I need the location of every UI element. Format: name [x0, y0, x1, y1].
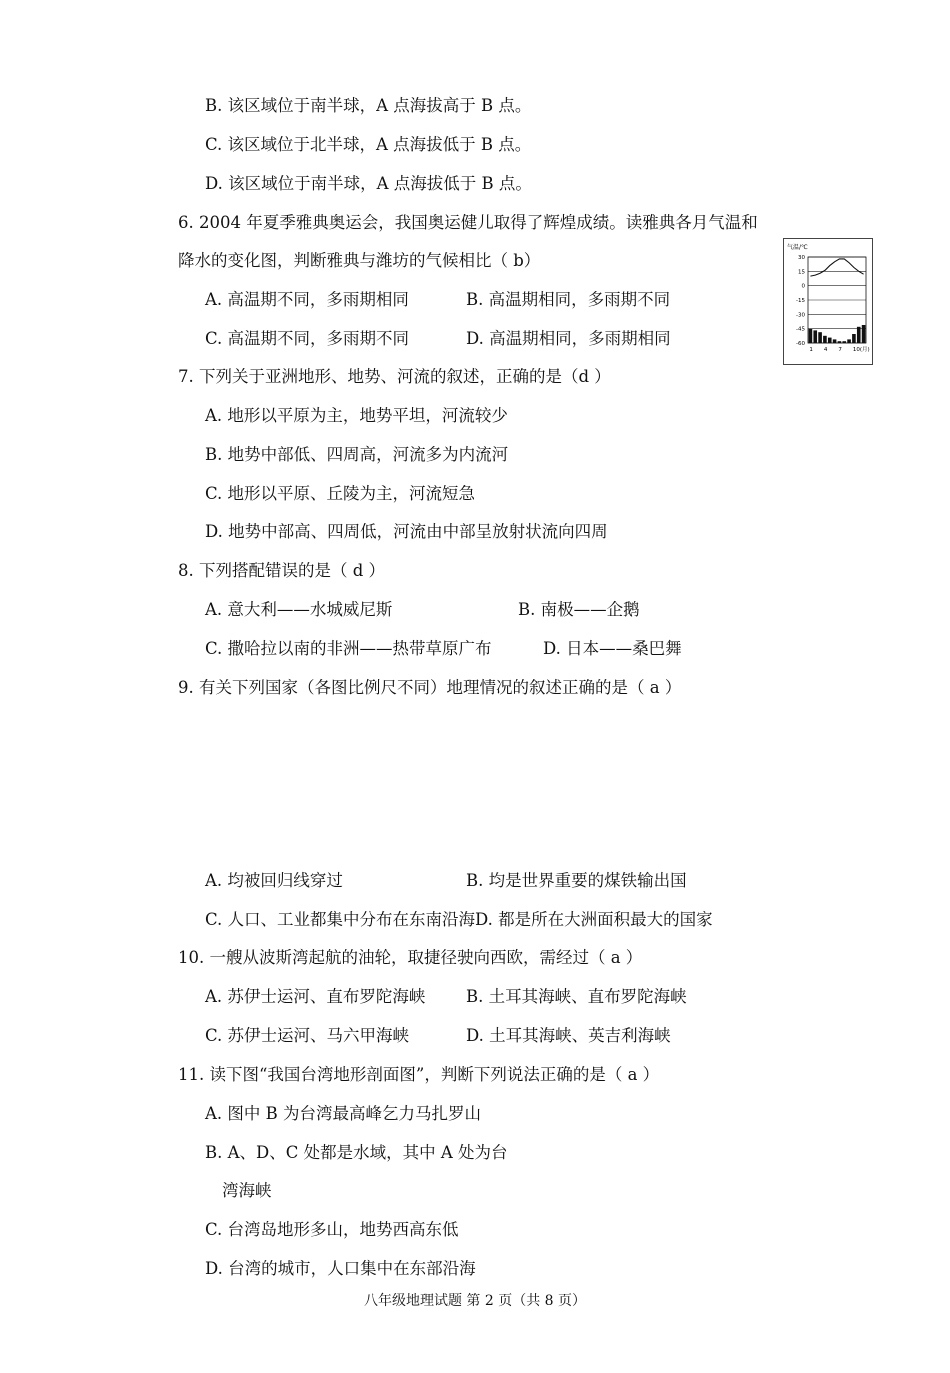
chart-ytick-label: -60	[796, 341, 805, 347]
q5-option-c: C. 该区域位于北半球，A 点海拔低于 B 点。	[205, 135, 532, 154]
chart-ytick-label: -15	[796, 298, 805, 304]
chart-ytick-label: -30	[796, 312, 805, 319]
q6-stem-line2: 降水的变化图，判断雅典与潍坊的气候相比（ b）	[178, 251, 541, 270]
q10-option-b: B. 土耳其海峡、直布罗陀海峡	[466, 987, 687, 1006]
precipitation-bar	[842, 341, 846, 343]
chart-xtick-label: 10(月)	[852, 347, 870, 353]
q10-option-c: C. 苏伊士运河、马六甲海峡	[205, 1026, 410, 1045]
q7-option-d: D. 地势中部高、四周低，河流由中部呈放射状流向四周	[205, 522, 608, 541]
chart-ylabel: 气温/℃	[787, 244, 808, 251]
chart-xtick-label: 7	[838, 347, 842, 353]
chart-ytick-label: -45	[796, 326, 805, 333]
precipitation-bar	[838, 341, 842, 343]
q11-option-b-line1: B. A、D、C 处都是水域，其中 A 处为台	[205, 1143, 508, 1162]
q6-option-d: D. 高温期相同，多雨期相同	[466, 329, 671, 348]
chart-xtick-label: 1	[809, 347, 813, 353]
q8-option-a: A. 意大利——水城威尼斯	[205, 600, 393, 619]
chart-ytick-label: 15	[798, 269, 805, 276]
climate-chart-svg	[784, 239, 872, 364]
q10-option-a: A. 苏伊士运河、直布罗陀海峡	[205, 987, 426, 1006]
q8-option-c: C. 撒哈拉以南的非洲——热带草原广布	[205, 639, 492, 658]
q7-option-b: B. 地势中部低、四周高，河流多为内流河	[205, 445, 509, 464]
q7-option-c: C. 地形以平原、丘陵为主，河流短急	[205, 484, 476, 503]
q7-option-a: A. 地形以平原为主，地势平坦，河流较少	[205, 406, 508, 425]
precipitation-bar	[818, 332, 822, 343]
q11-option-b-line2: 湾海峡	[222, 1181, 272, 1200]
q6-option-b: B. 高温期相同，多雨期不同	[466, 290, 671, 309]
precipitation-bar	[809, 329, 813, 343]
precipitation-bar	[833, 339, 837, 343]
chart-ytick-label: 0	[801, 283, 805, 290]
q8-stem: 8. 下列搭配错误的是（ d ）	[178, 561, 386, 580]
q7-stem: 7. 下列关于亚洲地形、地势、河流的叙述，正确的是（d ）	[178, 367, 611, 386]
precipitation-bar	[857, 327, 861, 343]
precipitation-bar	[828, 338, 832, 343]
temperature-line	[810, 259, 863, 276]
precipitation-bar	[847, 339, 851, 343]
chart-xtick-label: 4	[823, 347, 828, 353]
precipitation-bar	[852, 334, 856, 343]
precipitation-bar	[823, 336, 827, 343]
q11-stem: 11. 读下图“我国台湾地形剖面图”，判断下列说法正确的是（ a ）	[178, 1065, 660, 1084]
q6-stem-line1: 6. 2004 年夏季雅典奥运会，我国奥运健儿取得了辉煌成绩。读雅典各月气温和	[178, 213, 758, 232]
q11-option-d: D. 台湾的城市，人口集中在东部沿海	[205, 1259, 476, 1278]
q6-option-c: C. 高温期不同，多雨期不同	[205, 329, 410, 348]
q10-stem: 10. 一艘从波斯湾起航的油轮，取捷径驶向西欧，需经过（ a ）	[178, 948, 643, 967]
q11-option-a: A. 图中 B 为台湾最高峰乞力马扎罗山	[205, 1104, 482, 1123]
q6-option-a: A. 高温期不同，多雨期相同	[205, 290, 409, 309]
q10-option-d: D. 土耳其海峡、英吉利海峡	[466, 1026, 671, 1045]
q9-option-b: B. 均是世界重要的煤铁输出国	[466, 871, 687, 890]
q9-stem: 9. 有关下列国家（各图比例尺不同）地理情况的叙述正确的是（ a ）	[178, 678, 682, 697]
chart-ytick-label: 30	[798, 255, 805, 261]
climate-chart	[783, 238, 873, 365]
q8-option-d: D. 日本——桑巴舞	[543, 639, 682, 658]
q8-option-b: B. 南极——企鹅	[518, 600, 640, 619]
q5-option-b: B. 该区域位于南半球，A 点海拔高于 B 点。	[205, 96, 532, 115]
page-footer: 八年级地理试题 第 2 页（共 8 页）	[363, 1293, 587, 1309]
q11-option-c: C. 台湾岛地形多山，地势西高东低	[205, 1220, 459, 1239]
q5-option-d: D. 该区域位于南半球，A 点海拔低于 B 点。	[205, 174, 532, 193]
precipitation-bar	[862, 325, 866, 343]
precipitation-bar	[813, 330, 817, 343]
q9-option-cd: C. 人口、工业都集中分布在东南沿海D. 都是所在大洲面积最大的国家	[205, 910, 713, 929]
q9-option-a: A. 均被回归线穿过	[205, 871, 343, 890]
